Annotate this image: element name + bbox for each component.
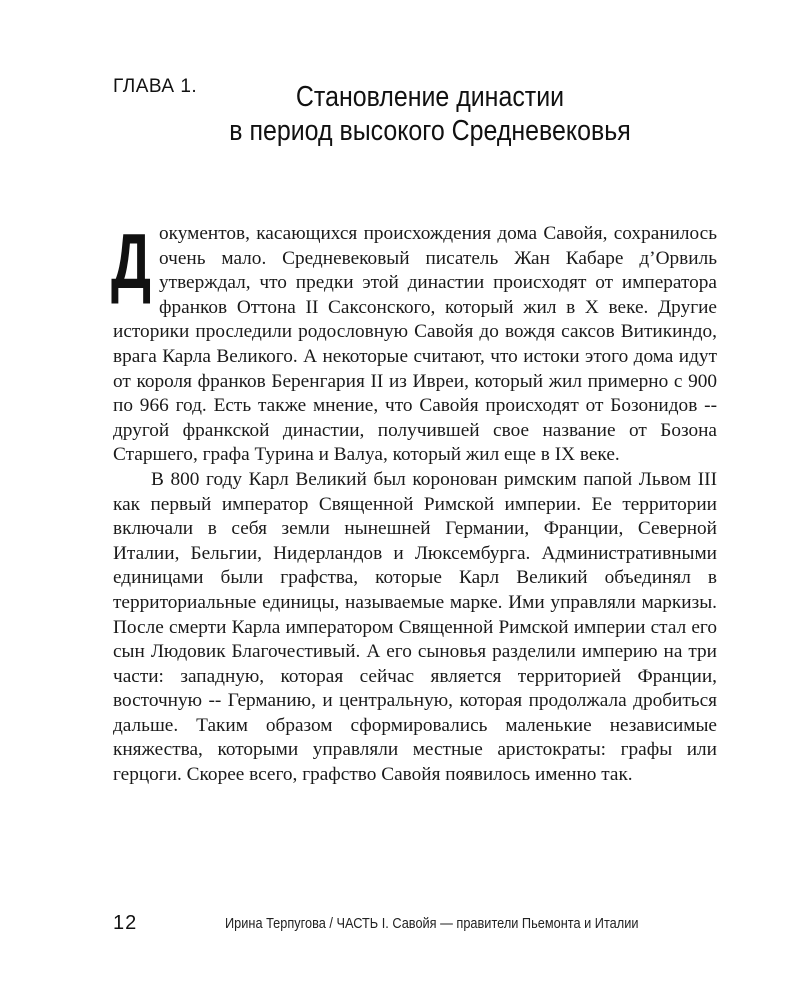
paragraph-1 — [111, 217, 717, 468]
chapter-label: ГЛАВА 1. — [113, 76, 198, 97]
body-text — [111, 217, 717, 788]
chapter-title — [189, 80, 671, 148]
paragraph-1-text: окументов, касающихся происхождения дома Савойя, сохранилось очень мало. Средневековый писатель Жан Кабаре д’Орвиль утверждал, что предки этой династии происходят от императора франков Оттона II Саксонского, который жил в X веке. Другие историки проследили родословную Савойя до вождя саксов Витикиндо, врага Карла Великого. А некоторые считают, что истоки этого дома идут от короля франков Беренгария II из Ивреи, который жил примерно с 900 по 966 год. Есть также мнение, что Савойя происходят от Бозонидов -- другой франкской династии, получившей свое название от Бозона Старшего, графа Турина и Валуа, который жил еще в IX веке. — [113, 223, 717, 466]
drop-cap: Д — [111, 217, 152, 305]
page-footer — [113, 912, 717, 940]
page-number: 12 — [113, 912, 138, 934]
paragraph-2: В 800 году Карл Великий был коронован римским папой Львом III как первый император Священной Римской империи. Ее территории включали в себя земли нынешней Германии, Франции, Северной Италии, Бельгии, Нидерландов и Люксембурга. Административными единицами были графства, которые Карл Великий объединял в территориальные единицы, называемые марке. Ими управляли маркизы. После смерти Карла императором Священной Римской империи стал его сын Людовик Благочестивый. А его сыновья разделили империю на три части: западную, которая сейчас является территорией Франции, восточную -- Германию, и центральную, которая продолжала дробиться дальше. Таким образом сформировались маленькие независимые княжества, которыми управляли местные аристократы: графы или герцоги. Скорее всего, графство Савойя появилось именно так. — [113, 468, 717, 786]
chapter-title-line-2: в период высокого Средневековья — [229, 115, 631, 147]
running-footer: Ирина Терпугова / ЧАСТЬ I. Савойя — правители Пьемонта и Италии — [225, 916, 639, 932]
chapter-title-line-1: Становление династии — [295, 81, 565, 113]
